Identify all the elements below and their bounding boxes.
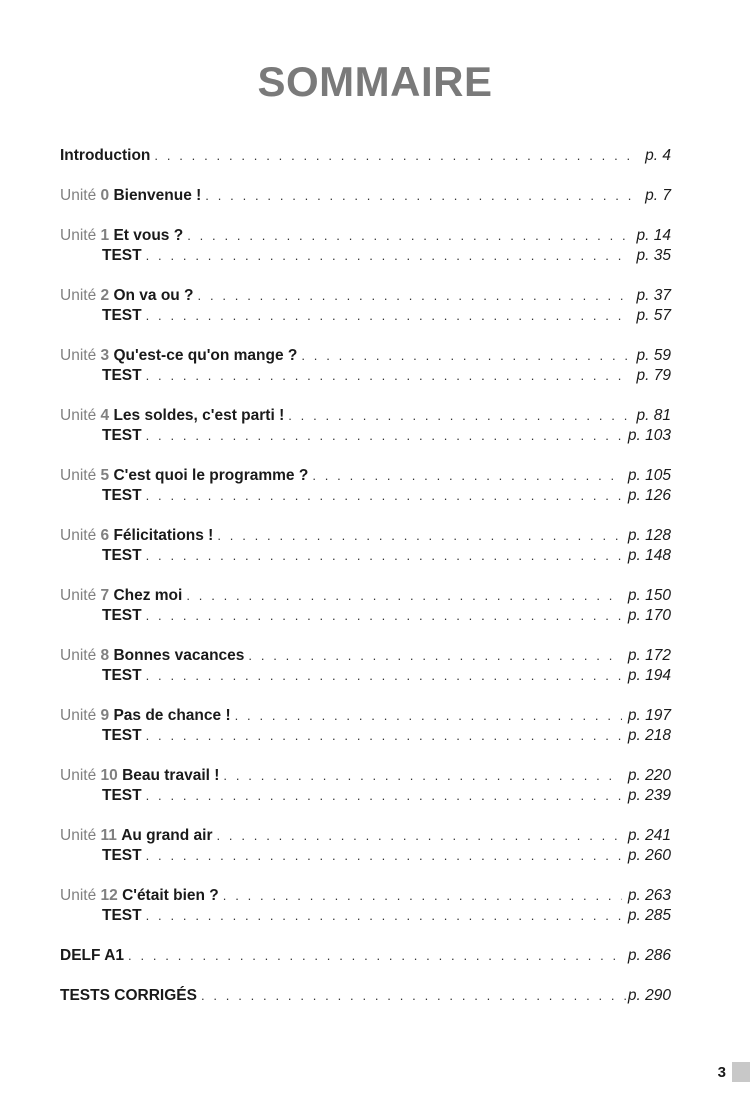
page-reference: p. 286 [627,947,671,964]
toc-entry-unit-9[interactable] [60,706,671,726]
unit-number: 0 [100,187,110,204]
dot-leader [146,666,622,686]
dot-leader [146,246,631,266]
dot-leader [146,786,622,806]
dot-leader [235,706,622,726]
test-label: TEST [102,907,142,924]
unit-word: Unité [60,187,97,204]
page-reference: p. 197 [627,707,671,724]
unit-number: 4 [100,407,110,424]
page-title: SOMMAIRE [257,58,493,105]
unit-title: C'est quoi le programme ? [113,467,309,484]
test-label: TEST [102,847,142,864]
table-of-contents [60,146,671,1006]
page-reference: p. 285 [627,907,671,924]
page-reference: p. 260 [627,847,671,864]
unit-word: Unité [60,647,97,664]
toc-entry-unit-6[interactable] [60,526,671,546]
dot-leader [201,986,626,1006]
page-reference: p. 172 [627,647,671,664]
unit-number: 2 [100,287,110,304]
dot-leader [146,426,622,446]
unit-word: Unité [60,767,97,784]
entry-label: TESTS CORRIGÉS [60,987,197,1004]
toc-entry-unit-3-test[interactable] [60,366,671,386]
dot-leader [146,546,622,566]
unit-title: Félicitations ! [113,527,214,544]
page-number-bar [732,1062,750,1082]
toc-entry-unit-12[interactable] [60,886,671,906]
page-number: 3 [717,1063,726,1081]
unit-word: Unité [60,467,97,484]
page-reference: p. 128 [627,527,671,544]
toc-entry-unit-9-test[interactable] [60,726,671,746]
toc-entry-unit-1-test[interactable] [60,246,671,266]
dot-leader [223,766,621,786]
toc-entry-unit-3[interactable] [60,346,671,366]
toc-entry-unit-10-test[interactable] [60,786,671,806]
page-reference: p. 126 [627,487,671,504]
test-label: TEST [102,307,142,324]
page-reference: p. 170 [627,607,671,624]
dot-leader [301,346,630,366]
toc-entry-introduction[interactable] [60,146,671,166]
dot-leader [146,726,622,746]
dot-leader [217,826,622,846]
unit-word: Unité [60,587,97,604]
toc-entry-delf-a1[interactable] [60,946,671,966]
page-reference: p. 290 [627,987,671,1004]
unit-title: Pas de chance ! [113,707,231,724]
unit-word: Unité [60,407,97,424]
unit-title: Bonnes vacances [113,647,245,664]
unit-title: Beau travail ! [122,767,220,784]
toc-entry-unit-5[interactable] [60,466,671,486]
dot-leader [154,146,639,166]
test-label: TEST [102,607,142,624]
dot-leader [146,846,622,866]
dot-leader [217,526,622,546]
page-reference: p. 35 [636,247,671,264]
toc-entry-unit-2[interactable] [60,286,671,306]
unit-word: Unité [60,887,97,904]
entry-label: Introduction [60,147,151,164]
toc-entry-unit-12-test[interactable] [60,906,671,926]
toc-entry-unit-11[interactable] [60,826,671,846]
unit-number: 10 [100,767,118,784]
unit-word: Unité [60,527,97,544]
unit-number: 5 [100,467,110,484]
test-label: TEST [102,727,142,744]
unit-title: Au grand air [121,827,213,844]
entry-label: DELF A1 [60,947,125,964]
page-reference: p. 241 [627,827,671,844]
unit-number: 12 [100,887,118,904]
unit-word: Unité [60,827,97,844]
page-reference: p. 79 [636,367,671,384]
toc-entry-unit-7[interactable] [60,586,671,606]
dot-leader [128,946,622,966]
page-reference: p. 194 [627,667,671,684]
dot-leader [205,186,639,206]
unit-word: Unité [60,227,97,244]
test-label: TEST [102,427,142,444]
test-label: TEST [102,667,142,684]
page-reference: p. 220 [627,767,671,784]
dot-leader [187,226,630,246]
dot-leader [186,586,622,606]
toc-entry-unit-5-test[interactable] [60,486,671,506]
page-reference: p. 105 [627,467,671,484]
dot-leader [248,646,621,666]
unit-title: Bienvenue ! [113,187,202,204]
page-reference: p. 218 [627,727,671,744]
unit-title: Chez moi [113,587,183,604]
unit-title: C'était bien ? [122,887,219,904]
unit-number: 3 [100,347,110,364]
toc-entry-unit-2-test[interactable] [60,306,671,326]
page-reference: p. 103 [627,427,671,444]
dot-leader [146,306,631,326]
test-label: TEST [102,487,142,504]
unit-title: Et vous ? [113,227,184,244]
page-reference: p. 150 [627,587,671,604]
test-label: TEST [102,547,142,564]
toc-entry-unit-1[interactable] [60,226,671,246]
dot-leader [146,606,622,626]
toc-entry-unit-0[interactable] [60,186,671,206]
toc-entry-unit-6-test[interactable] [60,546,671,566]
dot-leader [288,406,630,426]
dot-leader [146,486,622,506]
unit-title: Les soldes, c'est parti ! [113,407,285,424]
toc-entry-unit-11-test[interactable] [60,846,671,866]
page-reference: p. 57 [636,307,671,324]
toc-entry-unit-8[interactable] [60,646,671,666]
unit-number: 6 [100,527,110,544]
dot-leader [146,906,622,926]
toc-entry-tests-corriges[interactable] [60,986,671,1006]
page-reference: p. 148 [627,547,671,564]
toc-entry-unit-7-test[interactable] [60,606,671,626]
unit-title: Qu'est-ce qu'on mange ? [113,347,298,364]
test-label: TEST [102,787,142,804]
unit-word: Unité [60,347,97,364]
toc-entry-unit-8-test[interactable] [60,666,671,686]
test-label: TEST [102,247,142,264]
page-reference: p. 7 [645,187,671,204]
unit-word: Unité [60,287,97,304]
test-label: TEST [102,367,142,384]
toc-entry-unit-4-test[interactable] [60,426,671,446]
page-reference: p. 81 [636,407,671,424]
page-reference: p. 14 [636,227,671,244]
unit-number: 9 [100,707,110,724]
unit-word: Unité [60,707,97,724]
unit-number: 8 [100,647,110,664]
dot-leader [146,366,631,386]
unit-title: On va ou ? [113,287,194,304]
toc-entry-unit-4[interactable] [60,406,671,426]
page-number-tab [718,1062,750,1082]
page-reference: p. 239 [627,787,671,804]
page-reference: p. 4 [645,147,671,164]
unit-number: 11 [100,827,117,844]
dot-leader [198,286,631,306]
page-reference: p. 263 [627,887,671,904]
unit-number: 1 [100,227,110,244]
toc-entry-unit-10[interactable] [60,766,671,786]
unit-number: 7 [100,587,110,604]
dot-leader [223,886,622,906]
page-reference: p. 37 [636,287,671,304]
page-reference: p. 59 [636,347,671,364]
dot-leader [312,466,622,486]
